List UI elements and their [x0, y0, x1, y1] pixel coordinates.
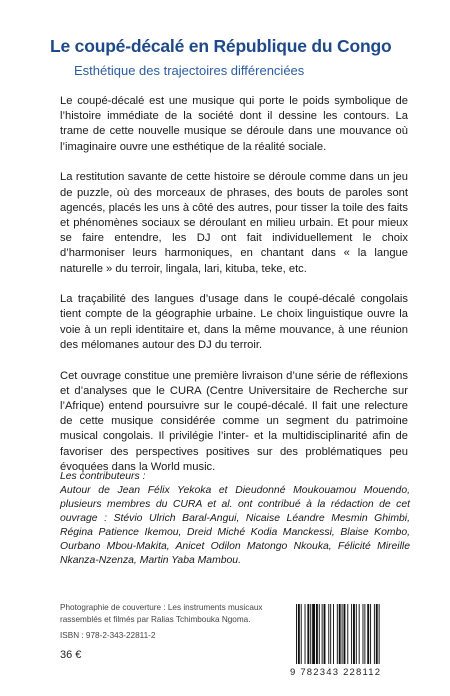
barcode-number: 9 782343 228112	[290, 667, 382, 678]
photo-credit: Photographie de couverture : Les instruments musicaux rassemblés et filmés par Ralias Tchimbouka Ngoma.	[60, 603, 263, 624]
book-subtitle: Esthétique des trajectoires différenciées	[74, 63, 305, 78]
contributors-label: Les contributeurs :	[60, 471, 146, 482]
summary-paragraph: La traçabilité des langues d’usage dans le coupé-décalé congolais tient compte de la géographie urbaine. Le choix linguistique ouvre la voie à un repli identitaire et, dans la même mouvance, à une réunion des mélomanes autour des DJ du terroir.	[60, 293, 408, 351]
price: 36 €	[60, 649, 82, 661]
contributors-text: Autour de Jean Félix Yekoka et Dieudonné Moukouamou Mouendo, plusieurs membres du CURA et al. ont contribué à la rédaction de cet ouvrage : Stévio Ulrich Baral-Angui, Nicaise Léandre Mesmin Ghimbi, Régina Patience Ikemou, Dreid Miché Kodia Manckessi, Blaise Kombo, Ourbano Mbou-Makita, Anicet Odilon Matongo Nkouka, Félicité Mireille Nkanza-Nzenza, Martin Yaba Mambou.	[60, 485, 410, 566]
summary-paragraph: La restitution savante de cette histoire se déroule comme dans un jeu de puzzle, où des morceaux de phrases, des bouts de paroles sont agencés, placés les uns à côté des autres, pour tisser la toile des faits et phénomènes sociaux se déroulant en milieu urbain. Et pour mieux se faire entendre, les DJ ont fait individuellement le choix d’harmoniser leurs harmoniques, en chantant dans « la langue naturelle » du terroir, lingala, lari, kituba, teke, etc.	[60, 171, 408, 275]
summary-paragraph: Le coupé-décalé est une musique qui porte le poids symbolique de l’histoire immédiate de la société dont il dessine les contours. La trame de cette nouvelle musique se déroule dans une mouvance où l’imaginaire ouvre une esthétique de la réalité sociale.	[60, 95, 408, 153]
book-title: Le coupé-décalé en République du Congo	[50, 36, 392, 56]
summary-paragraph: Cet ouvrage constitue une première livraison d’une série de réflexions et d’analyses que le CURA (Centre Universitaire de Recherche sur l’Afrique) entend poursuivre sur le coupé-décalé. Il fait une relecture de cette musique considérée comme un segment du patrimoine musical congolais. Il privilégie l’inter- et la multidisciplinarité afin de favoriser des perspectives positives sur des problématiques peu évoquées dans la World music.	[60, 369, 408, 473]
contributors-block	[60, 470, 410, 568]
barcode	[294, 604, 424, 664]
summary-text	[60, 94, 408, 490]
isbn: ISBN : 978-2-343-22811-2	[60, 631, 156, 640]
